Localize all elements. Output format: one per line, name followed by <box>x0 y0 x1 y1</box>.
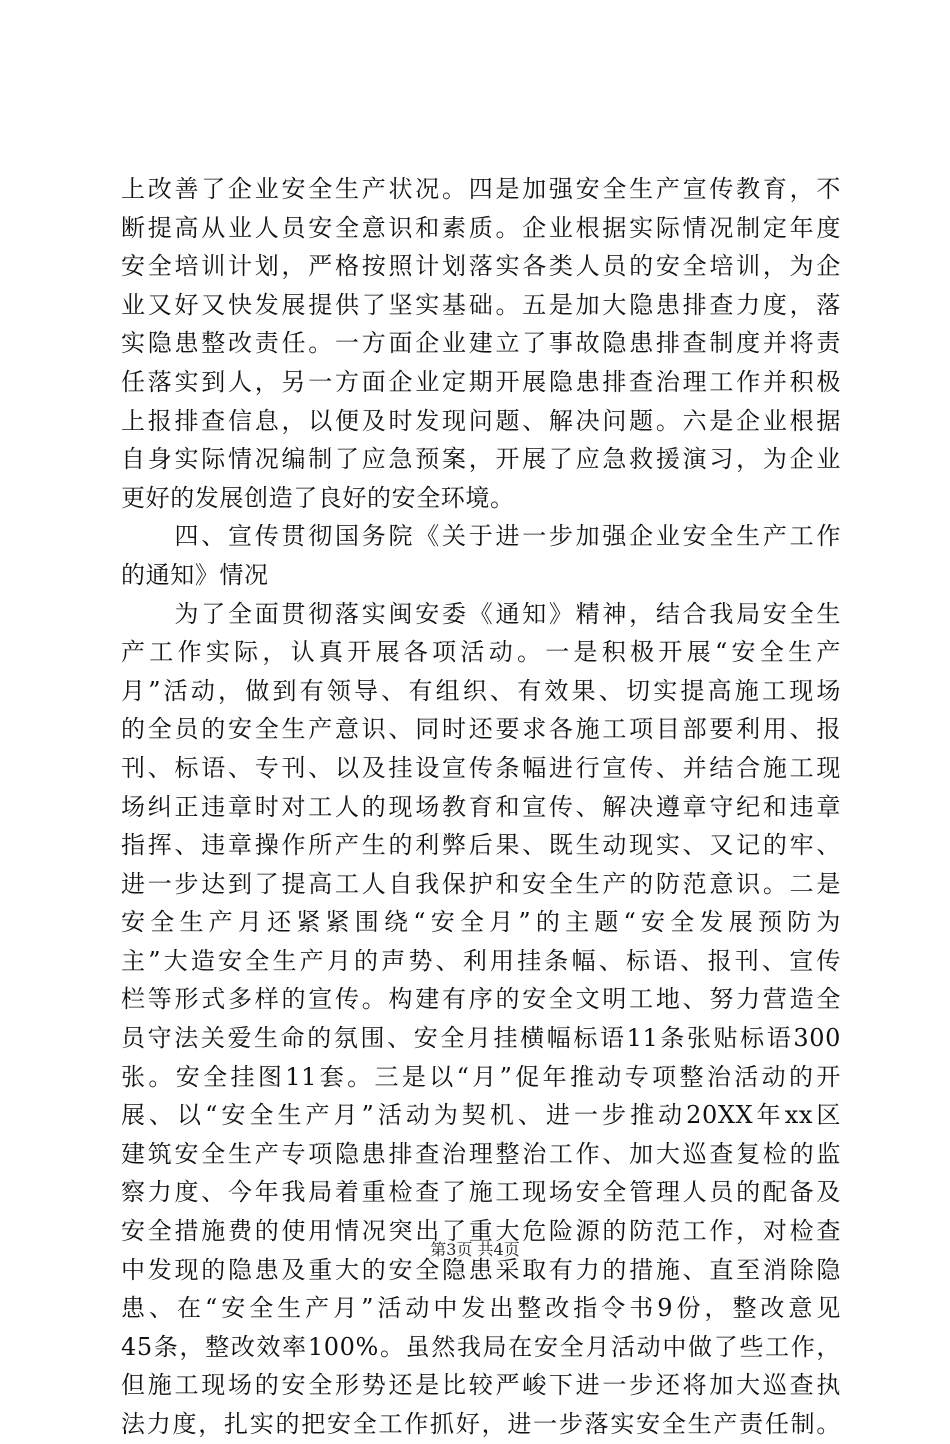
text-line: 任落实到人，另一方面企业定期开展隐患排查治理工作并积极 <box>121 367 841 396</box>
text-line: 实隐患整改责任。一方面企业建立了事故隐患排查制度并将责 <box>121 329 841 358</box>
text-line: 自身实际情况编制了应急预案，开展了应急救援演习，为企业 <box>121 445 841 474</box>
text-line: 刊、标语、专刊、以及挂设宣传条幅进行宣传、并结合施工现 <box>121 753 841 782</box>
text-line: 建筑安全生产专项隐患排查治理整治工作、加大巡查复检的监 <box>121 1139 841 1168</box>
text-line: 场纠正违章时对工人的现场教育和宣传、解决遵章守纪和违章 <box>121 792 841 821</box>
text-line: 展、以“安全生产月”活动为契机、进一步推动20XX年xx区 <box>121 1101 841 1130</box>
text-line: 安全培训计划，严格按照计划落实各类人员的安全培训，为企 <box>121 252 841 281</box>
text-line: 栏等形式多样的宣传。构建有序的安全文明工地、努力营造全 <box>121 985 841 1014</box>
text-line: 指挥、违章操作所产生的利弊后果、既生动现实、又记的牢、 <box>121 831 841 860</box>
text-line: 更好的发展创造了良好的安全环境。 <box>121 483 515 512</box>
text-line: 患、在“安全生产月”活动中发出整改指令书9份，整改意见 <box>121 1294 841 1323</box>
text-line: 安全生产月还紧紧围绕“安全月”的主题“安全发展预防为 <box>121 908 841 937</box>
text-line: 安全措施费的使用情况突出了重大危险源的防范工作，对检查 <box>121 1217 841 1246</box>
text-line: 进一步达到了提高工人自我保护和安全生产的防范意识。二是 <box>121 869 841 898</box>
text-line: 为了全面贯彻落实闽安委《通知》精神，结合我局安全生 <box>121 599 841 628</box>
text-line: 员守法关爱生命的氛围、安全月挂横幅标语11条张贴标语300 <box>121 1024 841 1053</box>
text-line: 察力度、今年我局着重检查了施工现场安全管理人员的配备及 <box>121 1178 841 1207</box>
text-line: 断提高从业人员安全意识和素质。企业根据实际情况制定年度 <box>121 213 841 242</box>
text-line: 中发现的隐患及重大的安全隐患采取有力的措施、直至消除隐 <box>121 1255 841 1284</box>
section-heading-line: 四、宣传贯彻国务院《关于进一步加强企业安全生产工作 <box>121 522 841 551</box>
text-line: 月”活动，做到有领导、有组织、有效果、切实提高施工现场 <box>121 676 841 705</box>
text-line: 上改善了企业安全生产状况。四是加强安全生产宣传教育，不 <box>121 175 841 203</box>
text-line: 主”大造安全生产月的声势、利用挂条幅、标语、报刊、宣传 <box>121 946 841 975</box>
page-number-footer: 第3页 共4页 <box>430 1240 520 1259</box>
text-line: 产工作实际，认真开展各项活动。一是积极开展“安全生产 <box>121 638 841 667</box>
text-line: 法力度，扎实的把安全工作抓好，进一步落实安全生产责任制。 <box>121 1410 841 1438</box>
text-line: 上报排查信息，以便及时发现问题、解决问题。六是企业根据 <box>121 406 841 435</box>
text-line: 但施工现场的安全形势还是比较严峻下进一步还将加大巡查执 <box>121 1371 841 1400</box>
text-line: 45条，整改效率100%。虽然我局在安全月活动中做了些工作， <box>121 1332 841 1361</box>
text-line: 张。安全挂图11套。三是以“月”促年推动专项整治活动的开 <box>121 1062 841 1091</box>
text-line: 业又好又快发展提供了坚实基础。五是加大隐患排查力度，落 <box>121 290 841 319</box>
section-heading-line: 的通知》情况 <box>121 560 269 589</box>
text-line: 的全员的安全生产意识、同时还要求各施工项目部要利用、报 <box>121 715 841 744</box>
